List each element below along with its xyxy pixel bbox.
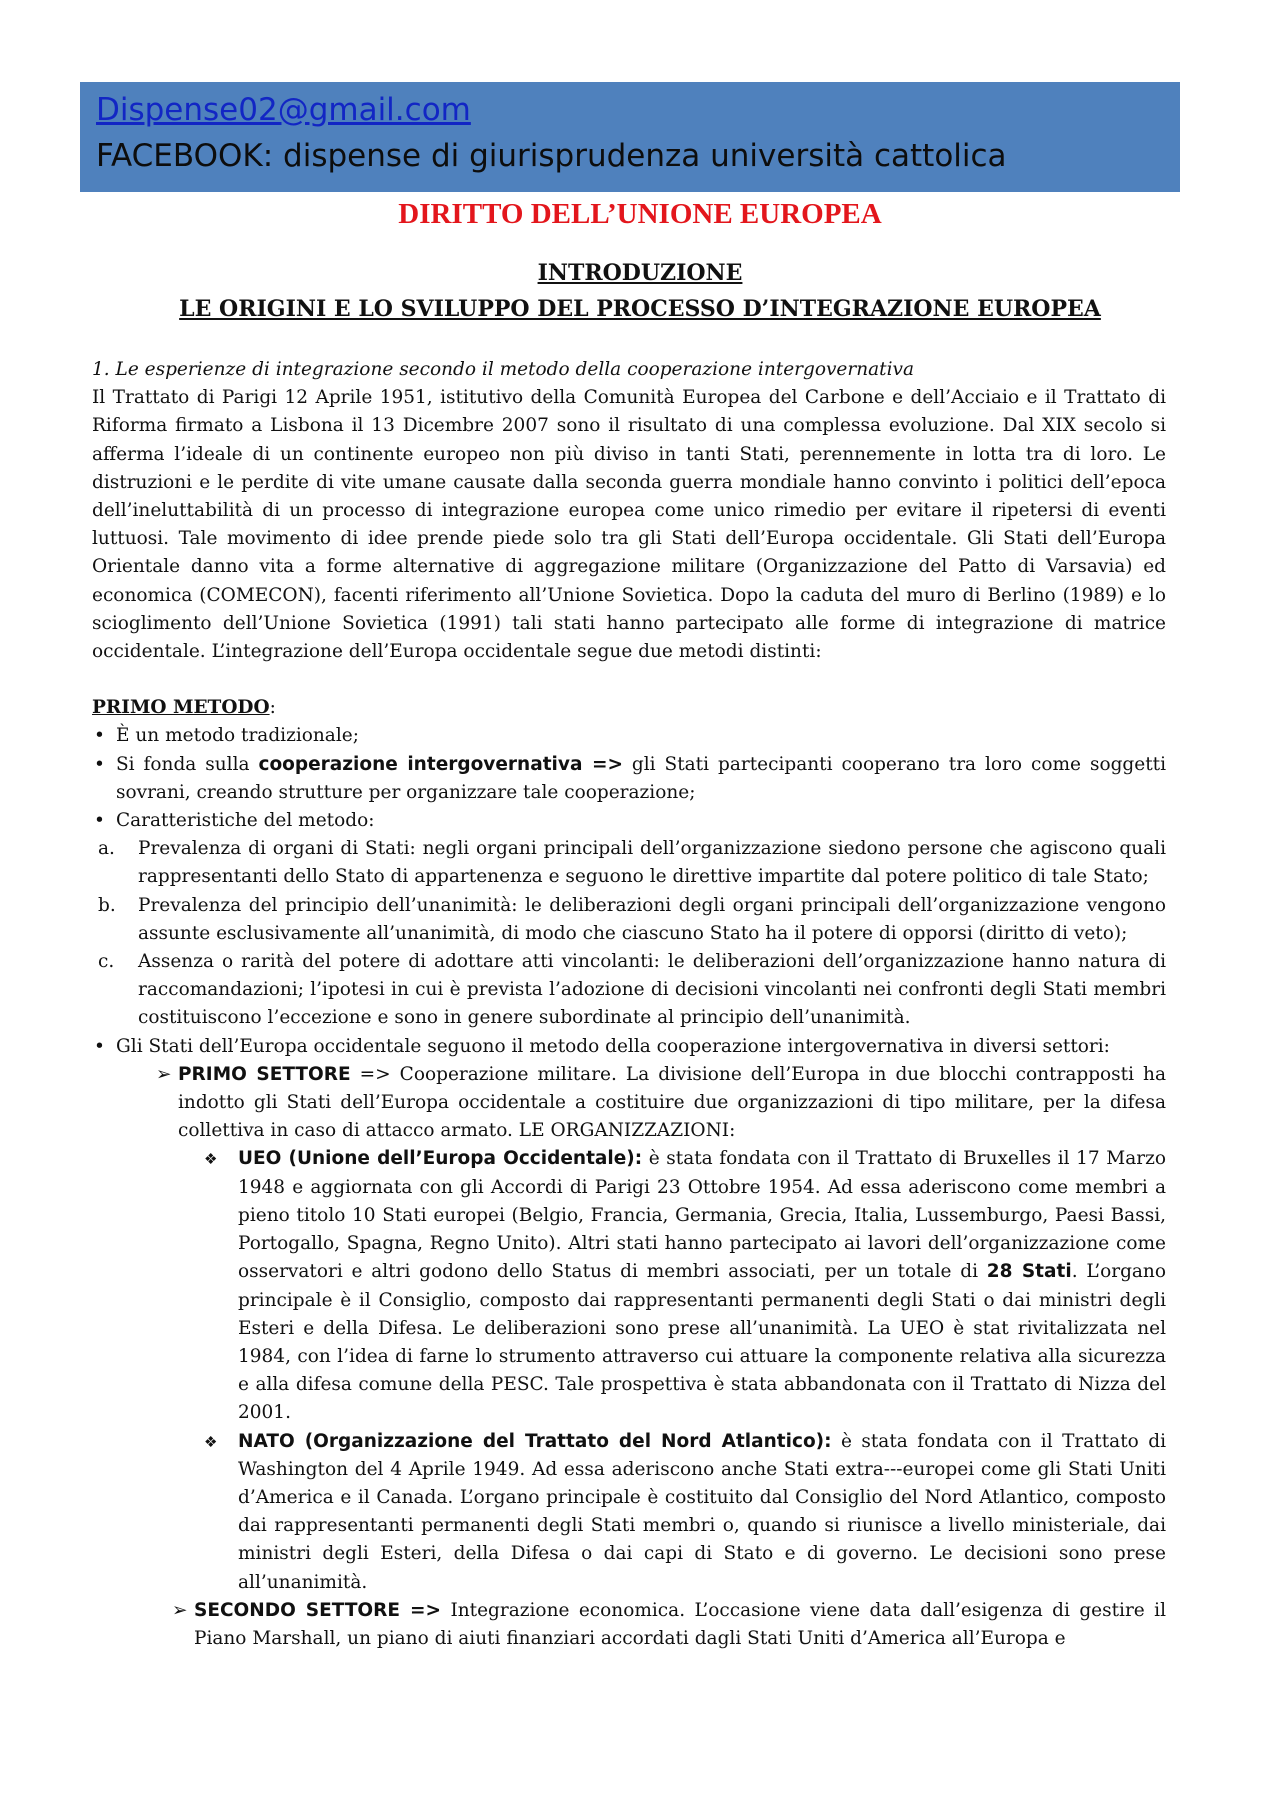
primo-metodo-label: PRIMO METODO [92, 697, 270, 719]
facebook-text: FACEBOOK: dispense di giurisprudenza università cattolica [96, 138, 1007, 174]
list-item [98, 948, 1166, 1033]
item-text: Assenza o rarità del potere di adottare atti vincolanti: le deliberazioni dell’organizzazione hanno natura di raccomandazioni; l’ipotesi in cui è prevista l’adozione di decisioni vincolanti nei confronti degli Stati membri costituiscono l’eccezione e sono in genere subordinate al principio dell’unanimità. [138, 951, 1166, 1029]
intro-heading: INTRODUZIONE [537, 260, 743, 286]
arrow-icon: ➢ [172, 1599, 188, 1621]
primo-metodo-list [92, 722, 1166, 1060]
list-item: • Gli Stati dell’Europa occidentale seguono il metodo della cooperazione intergovernativa in diversi settori: [92, 1033, 1166, 1061]
settore-text: Integrazione economica. L’occasione viene data dall’esigenza di gestire il Piano Marshall, un piano di aiuti finanziari accordati dagli Stati Uniti d’America all’Europa e [194, 1599, 1166, 1649]
document-body [92, 356, 1166, 1653]
ueo-entry [92, 1145, 1166, 1427]
org-text: è stata fondata con il Trattato di Bruxelles il 17 Marzo 1948 e aggiornata con gli Accordi di Parigi 23 Ottobre 1954. Ad essa aderiscono come membri a pieno titolo 10 Stati europei (Belgio, Francia, Germania, Grecia, Italia, Lussemburgo, Paesi Bassi, Portogallo, Spagna, Regno Unito). Altri stati hanno partecipato ai lavori dell’organizzazione come osservatori e altri godono dello Status di membri associati, per un totale di [238, 1148, 1166, 1283]
arrow-icon: ➢ [156, 1063, 172, 1085]
list-marker: c. [98, 951, 115, 973]
bold-term: cooperazione intergovernativa => [258, 753, 623, 775]
item-text: Prevalenza del principio dell’unanimità: le deliberazioni degli organi principali dell’organizzazione vengono assunte esclusivamente all’unanimità, di modo che ciascuno Stato ha il potere di opporsi (diritto di veto); [138, 894, 1166, 944]
primo-metodo-heading [92, 694, 1166, 722]
list-marker: a. [98, 838, 115, 860]
list-item [92, 807, 1166, 1033]
nato-entry [92, 1428, 1166, 1597]
org-text: . L’organo principale è il Consiglio, composto dai rappresentanti permanenti degli Stati o dai ministri degli Esteri e della Difesa. Le deliberazioni sono prese all’unanimità. La UEO è stat rivitalizzata nel 1984, con l’idea di farne lo strumento attraverso cui attuare la componente relativa alla sicurezza e alla difesa comune della PESC. Tale prospettiva è stata abbandonata con il Trattato di Nizza del 2001. [238, 1261, 1166, 1424]
diamond-bullet-icon: ❖ [204, 1432, 218, 1451]
intro-paragraph: Il Trattato di Parigi 12 Aprile 1951, istitutivo della Comunità Europea del Carbone e dell’Acciaio e il Trattato di Riforma firmato a Lisbona il 13 Dicembre 2007 sono il risultato di una complessa evoluzione. Dal XIX secolo si afferma l’ideale di un continente europeo non più diviso in tanti Stati, perennemente in lotta tra di loro. Le distruzioni e le perdite di vite umane causate dalla seconda guerra mondiale hanno convinto i politici dell’epoca dell’ineluttabilità di un processo di integrazione europea come unico rimedio per evitare il ripetersi di eventi luttuosi. Tale movimento di idee prende piede solo tra gli Stati dell’Europa occidentale. Gli Stati dell’Europa Orientale danno vita a forme alternative di aggregazione militare (Organizzazione del Patto di Varsavia) ed economica (COMECON), facenti riferimento all’Unione Sovietica. Dopo la caduta del muro di Berlino (1989) e lo scioglimento dell’Unione Sovietica (1991) tali stati hanno partecipato alle forme di integrazione di matrice occidentale. L’integrazione dell’Europa occidentale segue due metodi distinti: [92, 387, 1166, 663]
list-item [98, 835, 1166, 891]
email-link[interactable]: Dispense02@gmail.com [96, 92, 471, 128]
list-item: • È un metodo tradizionale; [92, 722, 1166, 750]
org-label: NATO (Organizzazione del Trattato del Nord Atlantico): [238, 1430, 832, 1452]
diamond-bullet-icon: ❖ [204, 1150, 218, 1169]
org-bold: 28 Stati [986, 1261, 1072, 1283]
secondo-settore [92, 1597, 1166, 1653]
item-text: Prevalenza di organi di Stati: negli organi principali dell’organizzazione siedono persone che agiscono quali rappresentanti dello Stato di appartenenza e seguono le direttive impartite dal potere politico di tale Stato; [138, 838, 1166, 888]
org-text: è stata fondata con il Trattato di Washington del 4 Aprile 1949. Ad essa aderiscono anche Stati extra---europei come gli Stati Uniti d’America e il Canada. L’organo principale è costituito dal Consiglio del Nord Atlantico, composto dai rappresentanti permanenti degli Stati membri o, quando si riunisce a livello ministeriale, dai ministri degli Esteri, della Difesa o dai capi di Stato e di governo. Le decisioni sono prese all’unanimità. [238, 1430, 1166, 1593]
document-title: DIRITTO DELL’UNIONE EUROPEA [398, 198, 882, 230]
org-label: UEO (Unione dell’Europa Occidentale): [238, 1148, 643, 1170]
settore-label: PRIMO SETTORE [178, 1063, 351, 1085]
settore-label: SECONDO SETTORE => [194, 1599, 442, 1621]
settore-text: => Cooperazione militare. La divisione dell’Europa in due blocchi contrapposti ha indotto gli Stati dell’Europa occidentale a costituire due organizzazioni di tipo militare, per la difesa collettiva in caso di attacco armato. LE ORGANIZZAZIONI: [178, 1063, 1166, 1142]
bullet-text: Caratteristiche del metodo: [116, 810, 375, 832]
primo-settore [92, 1061, 1166, 1146]
header-banner [80, 82, 1180, 192]
list-marker: b. [98, 894, 116, 916]
characteristics-list [92, 835, 1166, 1032]
bullet-text: gli Stati partecipanti cooperano tra loro come soggetti sovrani, creando strutture per organizzare tale cooperazione; [116, 753, 1167, 803]
subtitle-heading: LE ORIGINI E LO SVILUPPO DEL PROCESSO D’INTEGRAZIONE EUROPEA [179, 296, 1101, 322]
bullet-text: Si fonda sulla [116, 753, 259, 775]
list-item [92, 751, 1166, 807]
section-heading: 1. Le esperienze di integrazione secondo il metodo della cooperazione intergovernativa [92, 359, 914, 380]
list-item [98, 892, 1166, 948]
primo-metodo-colon: : [269, 697, 276, 719]
